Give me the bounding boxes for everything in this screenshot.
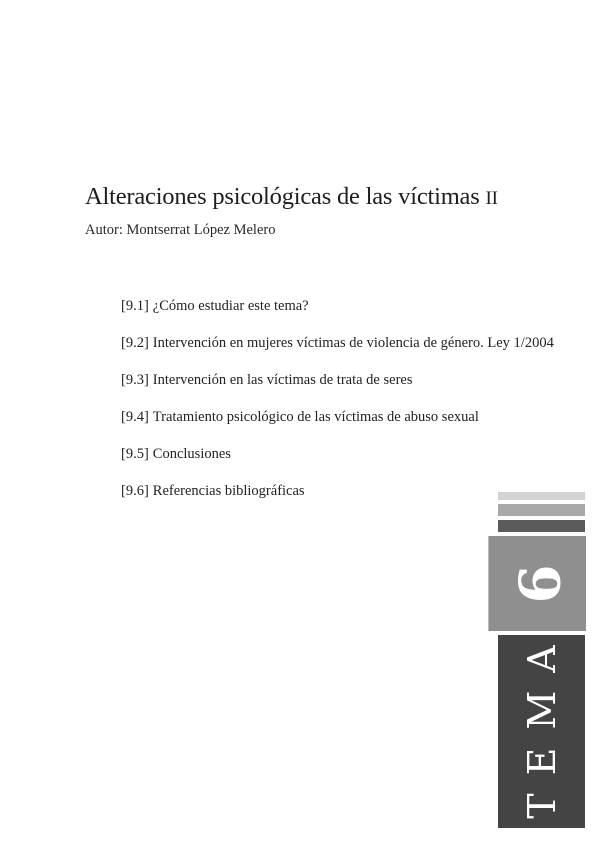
decor-stripe-light (498, 492, 585, 500)
toc-number: [9.6] (121, 483, 149, 499)
title-text: Alteraciones psicológicas de las víctimas (85, 183, 480, 211)
toc-text: Intervención en las víctimas de trata de seres (152, 372, 413, 388)
decor-stripe-mid (498, 504, 585, 516)
toc-item-9-4[interactable] (121, 404, 571, 431)
toc-number: [9.1] (121, 298, 149, 314)
toc-text: Intervención en mujeres víctimas de violencia de género. Ley 1/2004 (152, 335, 554, 351)
chapter-number: 9 (504, 564, 571, 603)
chapter-label: TEMA (519, 626, 564, 819)
toc-item-9-5[interactable] (121, 441, 571, 468)
toc-text: Conclusiones (152, 446, 231, 462)
toc-text: ¿Cómo estudiar este tema? (152, 298, 309, 314)
decor-stripe-dark (498, 520, 585, 532)
author-line: Autor: Montserrat López Melero (85, 222, 276, 238)
chapter-number-block (488, 536, 586, 631)
toc-number: [9.4] (121, 409, 149, 425)
toc-text: Referencias bibliográficas (152, 483, 305, 499)
toc-number: [9.3] (121, 372, 149, 388)
toc-item-9-2[interactable] (121, 330, 571, 357)
title-numeral: II (485, 188, 498, 210)
toc-number: [9.2] (121, 335, 149, 351)
toc-item-9-1[interactable] (121, 293, 571, 320)
chapter-label-block (498, 626, 585, 828)
page-title (85, 183, 498, 211)
toc-item-9-3[interactable] (121, 367, 571, 394)
table-of-contents (121, 293, 571, 515)
toc-number: [9.5] (121, 446, 149, 462)
toc-text: Tratamiento psicológico de las víctimas de abuso sexual (152, 409, 479, 425)
